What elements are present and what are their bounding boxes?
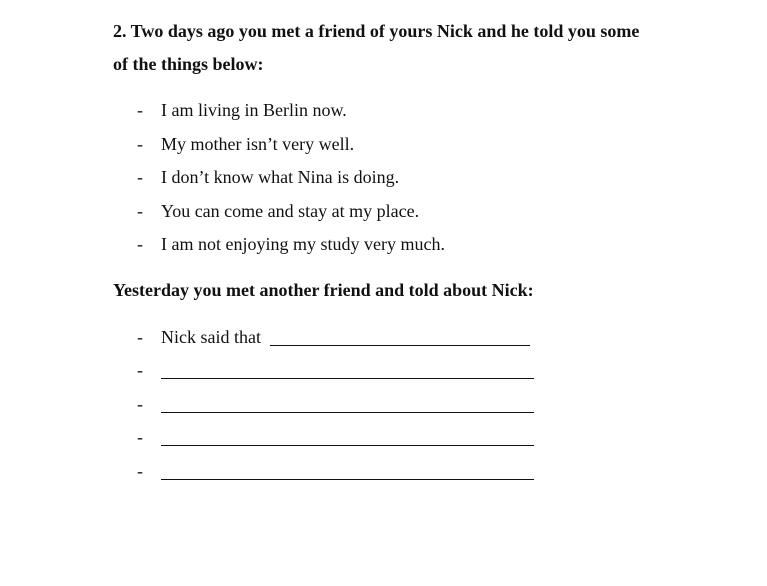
section-heading: Yesterday you met another friend and told about Nick:	[113, 280, 534, 300]
answer-blank-line[interactable]	[161, 378, 534, 379]
statement-text: I am living in Berlin now.	[161, 100, 347, 120]
statement-text: You can come and stay at my place.	[161, 201, 420, 221]
list-item	[0, 233, 767, 255]
list-item	[0, 200, 767, 222]
statement-text: I am not enjoying my study very much.	[161, 234, 445, 254]
list-item	[0, 166, 767, 188]
question-text-line-1: 2. Two days ago you met a friend of yours Nick and he told you some	[113, 21, 640, 41]
list-item	[0, 99, 767, 121]
bullet-dash: -	[137, 427, 143, 447]
answer-blank-line[interactable]	[161, 412, 534, 413]
bullet-dash: -	[137, 134, 143, 154]
bullet-dash: -	[137, 167, 143, 187]
bullet-dash: -	[137, 100, 143, 120]
bullet-dash: -	[137, 327, 143, 347]
list-item	[0, 133, 767, 155]
statement-text: I don’t know what Nina is doing.	[161, 167, 400, 187]
bullet-dash: -	[137, 234, 143, 254]
answer-prompt: Nick said that	[161, 327, 261, 347]
statement-text: My mother isn’t very well.	[161, 134, 355, 154]
answer-blank-line[interactable]	[161, 479, 534, 480]
answer-blank-line[interactable]	[161, 445, 534, 446]
bullet-dash: -	[137, 360, 143, 380]
question-text-line-2: of the things below:	[113, 54, 264, 74]
bullet-dash: -	[137, 394, 143, 414]
bullet-dash: -	[137, 461, 143, 481]
bullet-dash: -	[137, 201, 143, 221]
answer-blank-line[interactable]	[270, 345, 530, 346]
